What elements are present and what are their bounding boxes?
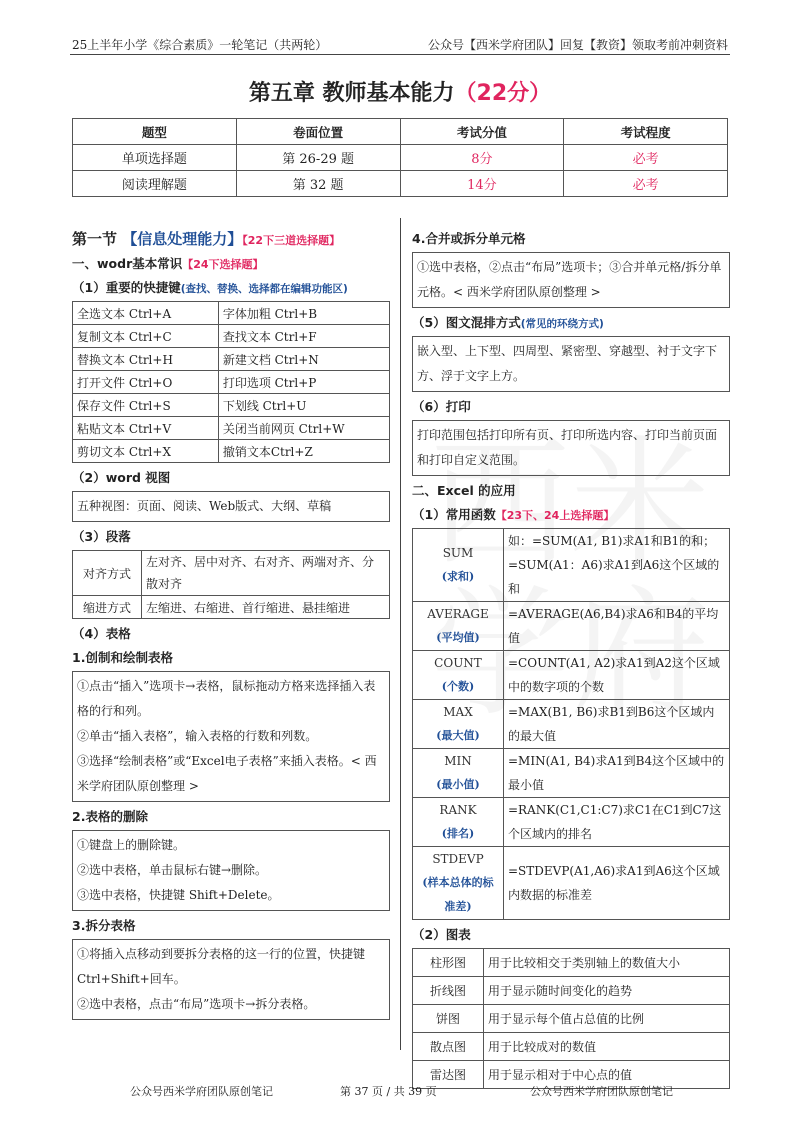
shortcut-cell: 剪切文本 Ctrl+X [73, 440, 219, 463]
function-name: COUNT [434, 656, 482, 670]
function-cn: (排名) [441, 827, 475, 840]
paragraph-label: 对齐方式 [73, 551, 142, 596]
shortcut-cell: 复制文本 Ctrl+C [73, 325, 219, 348]
wrap-note: (常见的环绕方式) [520, 318, 604, 330]
section-note: 【22下三道选择题】 [242, 234, 341, 247]
split-item: ②选中表格，点击“布局”选项卡→拆分表格。 [77, 997, 316, 1011]
chart-use: 用于显示随时间变化的趋势 [484, 977, 730, 1005]
paragraph-table [72, 550, 390, 619]
summary-header: 考试分值 [400, 119, 564, 145]
function-name-cell [413, 700, 504, 749]
view-box [72, 491, 390, 522]
left-column [72, 220, 390, 1022]
function-cn: (平均值) [436, 631, 480, 644]
function-name: MAX [443, 705, 473, 719]
function-title: （1）常用函数 [412, 507, 496, 522]
function-name: AVERAGE [427, 607, 489, 621]
part-title: 一、wodr基本常识 [72, 256, 183, 271]
section-heading [72, 228, 390, 249]
view-title: （2）word 视图 [72, 470, 171, 485]
function-desc: =MAX(B1, B6)求B1到B6这个区域内的最大值 [504, 700, 730, 749]
shortcut-cell: 替换文本 Ctrl+H [73, 348, 219, 371]
summary-cell: 必考 [564, 171, 728, 197]
chart-row [413, 949, 730, 977]
wrap-text: 嵌入型、上下型、四周型、紧密型、穿越型、衬于文字下方、浮于文字上方。 [417, 344, 718, 383]
chart-use: 用于比较成对的数值 [484, 1033, 730, 1061]
shortcut-row [73, 440, 390, 463]
section-title: 【信息处理能力】 [122, 230, 243, 248]
merge-box [412, 252, 730, 308]
chart-use: 用于显示每个值占总值的比例 [484, 1005, 730, 1033]
create-item: ②单击“插入表格”，输入表格的行数和列数。 [77, 729, 318, 743]
shortcut-row [73, 302, 390, 325]
chart-row [413, 1033, 730, 1061]
summary-header: 考试程度 [564, 119, 728, 145]
shortcut-cell: 打印选项 Ctrl+P [218, 371, 389, 394]
function-cn: (样本总体的标准差) [422, 876, 494, 913]
function-name: MIN [444, 754, 472, 768]
shortcut-note: (查找、替换、选择都在编辑功能区) [180, 283, 348, 295]
part-note: 【24下选择题】 [182, 258, 264, 271]
chart-use: 用于比较相交于类别轴上的数值大小 [484, 949, 730, 977]
function-heading [412, 506, 730, 524]
footer-left: 公众号西米学府团队原创笔记 [130, 1085, 273, 1098]
shortcut-row [73, 325, 390, 348]
summary-cell: 必考 [564, 145, 728, 171]
function-row [413, 700, 730, 749]
shortcut-row [73, 394, 390, 417]
summary-header: 卷面位置 [236, 119, 400, 145]
function-desc: =STDEVP(A1,A6)求A1到A6这个区域内数据的标准差 [504, 847, 730, 920]
chart-type: 雷达图 [413, 1061, 484, 1089]
section-number: 第一节 [72, 230, 118, 248]
function-row [413, 602, 730, 651]
function-row [413, 749, 730, 798]
chart-type: 饼图 [413, 1005, 484, 1033]
function-cn: (最大值) [436, 729, 480, 742]
function-name-cell [413, 798, 504, 847]
footer-right: 公众号西米学府团队原创笔记 [530, 1085, 673, 1098]
paragraph-label: 缩进方式 [73, 596, 142, 619]
shortcut-cell: 新建文档 Ctrl+N [218, 348, 389, 371]
summary-header-row [73, 119, 728, 145]
column-divider [400, 218, 401, 1050]
summary-cell: 单项选择题 [73, 145, 237, 171]
shortcut-cell: 关闭当前网页 Ctrl+W [218, 417, 389, 440]
chart-use: 用于显示相对于中心点的值 [484, 1061, 730, 1089]
function-desc: =AVERAGE(A6,B4)求A6和B4的平均值 [504, 602, 730, 651]
summary-cell: 8分 [400, 145, 564, 171]
footer-page: 第 37 页 / 共 39 页 [340, 1085, 437, 1098]
shortcut-row [73, 417, 390, 440]
summary-row [73, 171, 728, 197]
merge-text: ①选中表格，②点击“布局”选项卡；③合并单元格/拆分单元格。< 西米学府团队原创整理 > [417, 260, 722, 299]
function-cn: (个数) [441, 680, 475, 693]
wrap-title: （5）图文混排方式 [412, 315, 521, 330]
create-box [72, 671, 390, 802]
function-desc: =RANK(C1,C1:C7)求C1在C1到C7这个区域内的排名 [504, 798, 730, 847]
shortcut-row [73, 348, 390, 371]
chart-table [412, 948, 730, 1089]
delete-item: ②选中表格，单击鼠标右键→删除。 [77, 863, 268, 877]
function-row [413, 847, 730, 920]
function-row [413, 529, 730, 602]
chapter-points: （22分） [454, 81, 552, 106]
print-box [412, 420, 730, 476]
shortcut-row [73, 371, 390, 394]
function-desc: 如：=SUM(A1, B1)求A1和B1的和；=SUM(A1：A6)求A1到A6这个区域的和 [504, 529, 730, 602]
view-text: 五种视图：页面、阅读、Web版式、大纲、草稿 [77, 499, 332, 513]
split-title: 3.拆分表格 [72, 918, 136, 933]
chart-title: （2）图表 [412, 927, 471, 942]
summary-header: 题型 [73, 119, 237, 145]
shortcut-cell: 粘贴文本 Ctrl+V [73, 417, 219, 440]
print-title: （6）打印 [412, 399, 471, 414]
function-cn: (最小值) [436, 778, 480, 791]
function-row [413, 798, 730, 847]
header-right: 公众号【西米学府团队】回复【教资】领取考前冲刺资料 [427, 38, 728, 52]
delete-item: ①键盘上的删除键。 [77, 838, 186, 852]
paragraph-title: （3）段落 [72, 529, 131, 544]
header-left: 25上半年小学《综合素质》一轮笔记（共两轮） [72, 38, 328, 52]
function-name: RANK [439, 803, 477, 817]
summary-cell: 14分 [400, 171, 564, 197]
shortcut-cell: 下划线 Ctrl+U [218, 394, 389, 417]
shortcut-cell: 撤销文本Ctrl+Z [218, 440, 389, 463]
delete-item: ③选中表格，快捷键 Shift+Delete。 [77, 888, 280, 902]
shortcut-heading [72, 279, 390, 297]
summary-cell: 第 26-29 题 [236, 145, 400, 171]
create-title: 1.创制和绘制表格 [72, 650, 173, 665]
summary-cell: 第 32 题 [236, 171, 400, 197]
table-title: （4）表格 [72, 626, 131, 641]
chapter-title [0, 76, 800, 107]
delete-title: 2.表格的删除 [72, 809, 148, 824]
shortcut-cell: 保存文件 Ctrl+S [73, 394, 219, 417]
paragraph-row [73, 596, 390, 619]
part-heading [72, 255, 390, 273]
right-column [412, 220, 730, 1089]
function-name-cell [413, 529, 504, 602]
shortcut-cell: 全选文本 Ctrl+A [73, 302, 219, 325]
function-name-cell [413, 847, 504, 920]
function-name-cell [413, 651, 504, 700]
function-note: 【23下、24上选择题】 [495, 509, 615, 522]
chart-type: 散点图 [413, 1033, 484, 1061]
excel-title: 二、Excel 的应用 [412, 483, 516, 498]
function-name: STDEVP [432, 852, 484, 866]
function-name: SUM [442, 546, 474, 560]
function-name-cell [413, 749, 504, 798]
function-table [412, 528, 730, 920]
function-desc: =MIN(A1, B4)求A1到B4这个区域中的最小值 [504, 749, 730, 798]
create-item: ①点击“插入”选项卡→表格，鼠标拖动方格来选择插入表格的行和列。 [77, 679, 376, 718]
chart-row [413, 1005, 730, 1033]
paragraph-value: 左缩进、右缩进、首行缩进、悬挂缩进 [142, 596, 390, 619]
paragraph-row [73, 551, 390, 596]
function-desc: =COUNT(A1, A2)求A1到A2这个区域中的数字项的个数 [504, 651, 730, 700]
wrap-box [412, 336, 730, 392]
delete-box [72, 830, 390, 911]
wrap-heading [412, 314, 730, 332]
chart-type: 柱形图 [413, 949, 484, 977]
chart-row [413, 977, 730, 1005]
function-row [413, 651, 730, 700]
shortcut-cell: 打开文件 Ctrl+O [73, 371, 219, 394]
split-box [72, 939, 390, 1020]
chapter-title-main: 第五章 教师基本能力 [248, 81, 455, 106]
print-text: 打印范围包括打印所有页、打印所选内容、打印当前页面和打印自定义范围。 [417, 428, 718, 467]
shortcut-cell: 查找文本 Ctrl+F [218, 325, 389, 348]
create-item: ③选择“绘制表格”或“Excel电子表格”来插入表格。< 西米学府团队原创整理 > [77, 754, 377, 793]
summary-row [73, 145, 728, 171]
summary-cell: 阅读理解题 [73, 171, 237, 197]
function-name-cell [413, 602, 504, 651]
shortcut-cell: 字体加粗 Ctrl+B [218, 302, 389, 325]
function-cn: (求和) [441, 570, 475, 583]
exam-summary-table [72, 118, 728, 197]
page-header [70, 30, 730, 55]
split-item: ①将插入点移动到要拆分表格的这一行的位置，快捷键Ctrl+Shift+回车。 [77, 947, 366, 986]
shortcut-title: （1）重要的快捷键 [72, 280, 181, 295]
merge-title: 4.合并或拆分单元格 [412, 231, 526, 246]
shortcut-table [72, 301, 390, 463]
paragraph-value: 左对齐、居中对齐、右对齐、两端对齐、分散对齐 [142, 551, 390, 596]
chart-type: 折线图 [413, 977, 484, 1005]
